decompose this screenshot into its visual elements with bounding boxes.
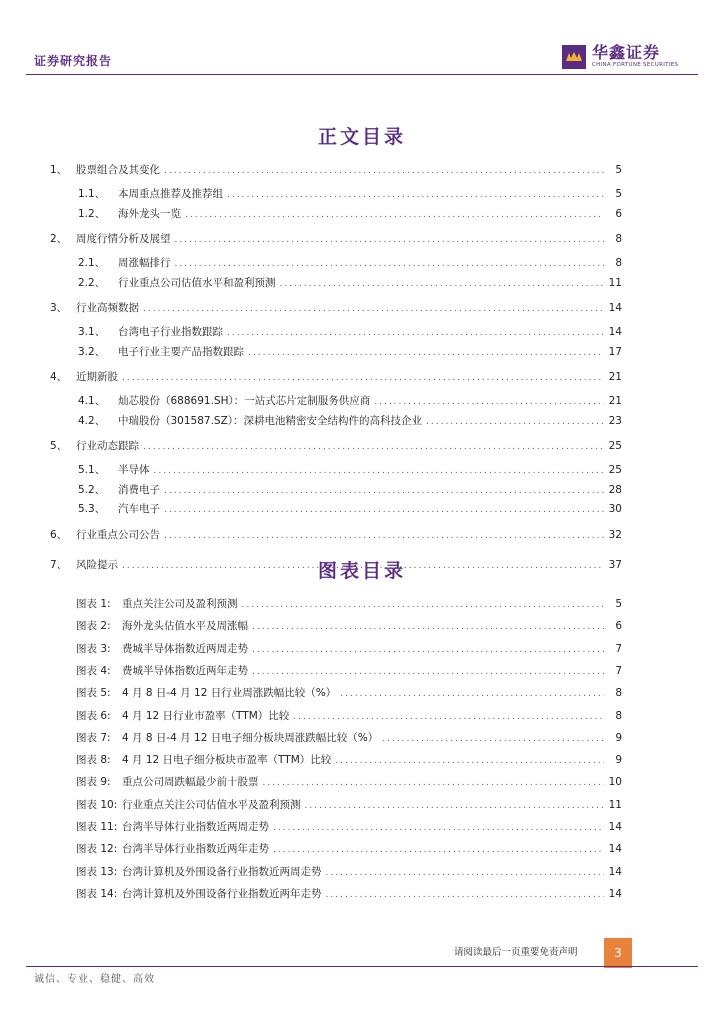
toc-entry-page: 37: [608, 558, 622, 571]
figure-entry-label: 台湾半导体行业指数近两周走势: [122, 821, 269, 833]
toc-entry-number: 3、: [50, 302, 68, 314]
figure-entry[interactable]: [76, 774, 622, 789]
toc-entry-label: 风险提示: [76, 558, 118, 571]
toc-entry-number: 5.2、: [78, 483, 106, 496]
figure-entry-page: 14: [608, 821, 622, 833]
toc-dot-leader: [143, 304, 604, 314]
figure-dot-leader: [305, 801, 605, 811]
toc-entry-number: 1.1、: [78, 188, 106, 200]
toc-entry-number: 2、: [50, 233, 68, 245]
toc-entry-number: 4.2、: [78, 414, 106, 427]
toc-entry-number: 6、: [50, 528, 68, 541]
toc-entry-page: 6: [615, 207, 622, 220]
toc-entry-page: 21: [608, 395, 622, 407]
toc-entry-label: 股票组合及其变化: [76, 164, 160, 176]
toc-entry[interactable]: [50, 438, 622, 453]
figure-entry-page: 14: [608, 887, 622, 900]
toc-dot-leader: [164, 486, 604, 496]
report-type-label: 证券研究报告: [34, 54, 113, 68]
toc-entry-number: 1、: [50, 164, 68, 176]
figure-dot-leader: [335, 756, 604, 766]
figure-entry-page: 14: [608, 865, 622, 878]
figure-dot-leader: [382, 734, 604, 744]
figure-entry-page: 7: [615, 642, 622, 655]
toc-dot-leader: [227, 328, 604, 338]
figure-entry[interactable]: [76, 641, 622, 656]
figure-entry[interactable]: [76, 596, 622, 611]
toc-entry[interactable]: [78, 482, 622, 497]
toc-entry-label: 海外龙头一览: [118, 207, 181, 220]
toc-entry-page: 17: [608, 345, 622, 358]
figure-dot-leader: [326, 868, 605, 878]
toc-dot-leader: [175, 235, 605, 245]
figure-entry[interactable]: [76, 886, 622, 901]
toc-entry-number: 4、: [50, 371, 68, 383]
figure-entry-page: 7: [615, 664, 622, 677]
toc-entry-number: 5.1、: [78, 464, 106, 476]
toc-dot-leader: [426, 417, 604, 427]
toc-entry-number: 3.1、: [78, 326, 106, 338]
figure-dot-leader: [293, 712, 604, 722]
disclaimer-note: 请阅读最后一页重要免责声明: [454, 947, 578, 958]
figure-entry-page: 8: [615, 687, 622, 700]
figure-entry-label: 4 月 8 日-4 月 12 日行业周涨跌幅比较（%）: [122, 687, 337, 700]
toc-entry-page: 28: [608, 483, 622, 496]
figure-entry-number: 图表 5:: [76, 687, 111, 700]
toc-entry-number: 7、: [50, 558, 68, 571]
figure-entry-label: 费城半导体指数近两年走势: [122, 664, 248, 677]
toc-entry-label: 消费电子: [118, 483, 160, 496]
toc-entry-page: 8: [615, 257, 622, 269]
toc-entry[interactable]: [50, 527, 622, 542]
toc-entry-page: 30: [608, 503, 622, 515]
figure-entry-label: 4 月 8 日-4 月 12 日电子细分板块周涨跌幅比较（%）: [122, 731, 379, 744]
toc-entry[interactable]: [78, 186, 622, 201]
brand-name-cn: 华鑫证券: [592, 43, 661, 62]
toc-title: 正文目录: [317, 126, 406, 148]
toc-dot-leader: [143, 442, 604, 452]
toc-entry-page: 32: [608, 528, 622, 541]
figure-entry-label: 4 月 12 日电子细分板块市盈率（TTM）比较: [122, 754, 332, 767]
figure-entry-page: 10: [608, 776, 622, 789]
toc-entry-number: 2.1、: [78, 257, 106, 269]
toc-dot-leader: [164, 505, 604, 515]
company-motto: 诚信、专业、稳健、高效: [34, 974, 155, 985]
page-number-badge: 3: [604, 938, 632, 968]
figure-entry-number: 图表 8:: [76, 754, 111, 767]
figure-entry-page: 5: [615, 598, 622, 610]
figure-entry[interactable]: [76, 819, 622, 834]
figure-entry-page: 14: [608, 843, 622, 856]
figure-dot-leader: [252, 622, 604, 632]
toc-entry-label: 灿芯股份（688691.SH）：一站式芯片定制服务供应商: [118, 395, 371, 407]
toc-dot-leader: [122, 373, 604, 383]
toc-entry-page: 5: [615, 164, 622, 176]
toc-entry-page: 21: [608, 371, 622, 383]
toc-entry[interactable]: [78, 255, 622, 270]
figure-dot-leader: [273, 845, 604, 855]
toc-entry-label: 近期新股: [76, 371, 118, 383]
toc-entry[interactable]: [78, 324, 622, 339]
figure-entry[interactable]: [76, 708, 622, 723]
toc-entry-page: 14: [608, 302, 622, 314]
figure-entry-number: 图表 6:: [76, 709, 111, 722]
toc-entry[interactable]: [50, 300, 622, 315]
brand-logo-icon: [562, 45, 586, 69]
header-divider: [26, 74, 698, 75]
toc-entry-label: 周涨幅排行: [118, 257, 171, 269]
figure-dot-leader: [273, 823, 604, 833]
figure-entry-label: 海外龙头估值水平及周涨幅: [122, 620, 248, 633]
toc-entry[interactable]: [78, 393, 622, 408]
figure-entry-number: 图表 14:: [76, 887, 118, 900]
figure-entry-label: 重点关注公司及盈利预测: [122, 598, 238, 610]
figure-entry[interactable]: [76, 618, 622, 633]
toc-entry[interactable]: [78, 501, 622, 516]
figure-entry-label: 重点公司周跌幅最少前十股票: [122, 776, 259, 789]
figure-entry-page: 11: [608, 798, 622, 811]
figure-entry-number: 图表 9:: [76, 776, 111, 789]
toc-dot-leader: [164, 166, 604, 176]
toc-entry-page: 25: [608, 440, 622, 452]
toc-dot-leader: [185, 210, 604, 220]
toc-entry[interactable]: [50, 162, 622, 177]
toc-entry-label: 行业动态跟踪: [76, 440, 139, 452]
figure-entry[interactable]: [76, 752, 622, 767]
toc-entry[interactable]: [78, 344, 622, 359]
figure-dot-leader: [263, 778, 605, 788]
figure-entry[interactable]: [76, 730, 622, 745]
figure-entry-page: 9: [615, 731, 622, 744]
figure-dot-leader: [252, 645, 604, 655]
toc-entry-page: 25: [608, 464, 622, 476]
figure-entry-number: 图表 2:: [76, 620, 111, 633]
figure-entry-label: 行业重点关注公司估值水平及盈利预测: [122, 798, 301, 811]
figure-dot-leader: [340, 689, 604, 699]
figure-entry[interactable]: [76, 663, 622, 678]
toc-entry[interactable]: [78, 275, 622, 290]
figures-title: 图表目录: [317, 560, 406, 582]
figure-entry-number: 图表 1:: [76, 598, 111, 610]
toc-entry-page: 8: [615, 233, 622, 245]
toc-dot-leader: [374, 397, 604, 407]
toc-entry-page: 14: [608, 326, 622, 338]
figure-entry-label: 台湾计算机及外围设备行业指数近两年走势: [122, 887, 322, 900]
figure-entry-number: 图表 3:: [76, 642, 111, 655]
figure-entry-number: 图表 10:: [76, 798, 118, 811]
figure-dot-leader: [326, 890, 605, 900]
brand-logo: [562, 44, 678, 69]
toc-entry[interactable]: [78, 462, 622, 477]
toc-dot-leader: [154, 466, 605, 476]
toc-entry-number: 1.2、: [78, 207, 106, 220]
toc-entry-number: 5、: [50, 440, 68, 452]
toc-dot-leader: [175, 259, 605, 269]
toc-entry-label: 电子行业主要产品指数跟踪: [118, 345, 244, 358]
figure-entry-number: 图表 12:: [76, 843, 118, 856]
figure-entry-number: 图表 11:: [76, 821, 118, 833]
figure-dot-leader: [252, 667, 604, 677]
toc-dot-leader: [280, 279, 605, 289]
toc-dot-leader: [248, 348, 604, 358]
figure-entry-number: 图表 13:: [76, 865, 118, 878]
toc-entry-label: 汽车电子: [118, 503, 160, 515]
figure-entry-label: 4 月 12 日行业市盈率（TTM）比较: [122, 709, 290, 722]
figure-entry[interactable]: [76, 864, 622, 879]
toc-entry-page: 11: [608, 276, 622, 289]
toc-entry-page: 23: [608, 414, 622, 427]
toc-entry-label: 半导体: [118, 464, 150, 476]
toc-entry[interactable]: [78, 413, 622, 428]
toc-entry-label: 行业重点公司公告: [76, 528, 160, 541]
toc-entry-number: 3.2、: [78, 345, 106, 358]
figure-entry-page: 6: [615, 620, 622, 633]
toc-entry-label: 本周重点推荐及推荐组: [118, 188, 223, 200]
toc-entry-number: 5.3、: [78, 503, 106, 515]
brand-name-en: CHINA FORTUNE SECURITIES: [592, 62, 679, 68]
toc-entry-label: 台湾电子行业指数跟踪: [118, 326, 223, 338]
figure-entry-label: 台湾半导体行业指数近两年走势: [122, 843, 269, 856]
toc-entry-number: 4.1、: [78, 395, 106, 407]
figure-dot-leader: [242, 600, 605, 610]
footer-divider: [26, 966, 698, 967]
toc-entry-page: 5: [615, 188, 622, 200]
toc-dot-leader: [164, 531, 604, 541]
figure-entry-number: 图表 7:: [76, 731, 111, 744]
toc-entry-label: 行业高频数据: [76, 302, 139, 314]
toc-entry[interactable]: [50, 231, 622, 246]
figure-entry[interactable]: [76, 797, 622, 812]
toc-dot-leader: [227, 190, 604, 200]
figure-entry-page: 8: [615, 709, 622, 722]
toc-entry-number: 2.2、: [78, 276, 106, 289]
toc-entry[interactable]: [78, 206, 622, 221]
toc-entry-label: 中瑞股份（301587.SZ）：深耕电池精密安全结构件的高科技企业: [118, 414, 423, 427]
figure-entry-label: 台湾计算机及外围设备行业指数近两周走势: [122, 865, 322, 878]
figure-entry-label: 费城半导体指数近两周走势: [122, 642, 248, 655]
toc-entry[interactable]: [50, 369, 622, 384]
toc-entry-label: 周度行情分析及展望: [76, 233, 171, 245]
figure-entry-number: 图表 4:: [76, 664, 111, 677]
toc-entry-label: 行业重点公司估值水平和盈利预测: [118, 276, 276, 289]
figure-entry-page: 9: [615, 754, 622, 767]
figure-entry[interactable]: [76, 841, 622, 856]
figure-entry[interactable]: [76, 685, 622, 700]
